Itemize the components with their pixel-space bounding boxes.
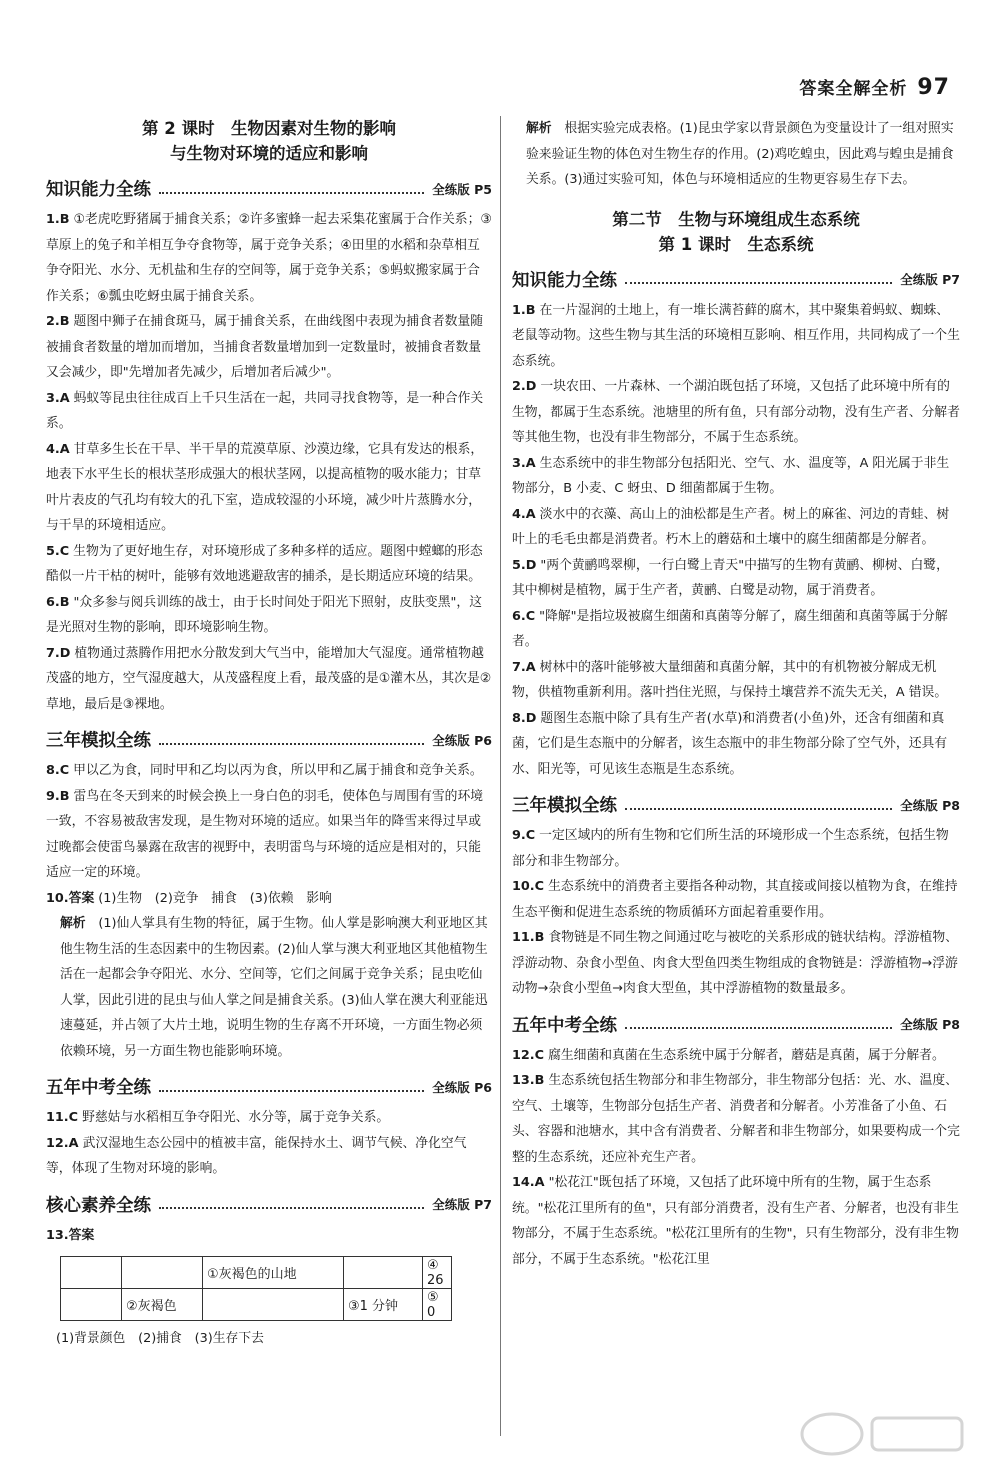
table-row [61,1257,452,1289]
page-number: 97 [917,75,950,100]
analysis-text: 根据实验完成表格。(1)昆虫学家以背景颜色为变量设计了一组对照实验来验证生物的体色对生物生存的作用。(2)鸡吃蝗虫，因此鸡与蝗虫是捕食关系。(3)通过实验可知，体色与环境相适应的生物更容易生存下去。 [526,121,954,187]
answer-item [46,1131,492,1182]
answer-item [46,758,492,784]
section-ref: 全练版 P8 [900,1017,960,1032]
answer-item [512,823,960,874]
item-number: 12.C [512,1047,545,1063]
table-footer: (1)背景颜色 (2)捕食 (3)生存下去 [56,1331,264,1346]
item-text: 雷鸟在冬天到来的时候会换上一身白色的羽毛，使体色与周围有雪的环境一致，不容易被敌害发现，是生物对环境的适应。如果当年的降雪来得过早或过晚都会使雷鸟暴露在敌害的视野中，表明雷鸟与环境的适应是相对的，只能适应一定的环境。 [46,788,484,880]
item-number: 6.B [46,594,70,610]
answer-item [46,1105,492,1131]
item-text: "松花江"既包括了环境，又包括了此环境中所有的生物，属于生态系统。"松花江里所有的鱼"，只有部分消费者，没有生产者、分解者，也没有非生物部分，不属于生态系统。"松花江里所有的生物"，只有生物部分，没有非生物部分，不属于生态系统。"松花江里 [512,1175,959,1267]
dotted-leader [159,743,424,745]
item-text: 甘草多生长在干旱、半干旱的荒漠草原、沙漠边缘，它具有发达的根系，地表下水平生长的根状茎形成强大的根状茎网，以提高植物的吸水能力；甘草叶片表皮的气孔均有较大的孔下室，造成较湿的小环境，减少叶片蒸腾水分，与干旱的环境相适应。 [46,441,484,533]
section-name: 五年中考全练 [46,1078,151,1098]
section-header [46,1074,492,1099]
item-text: 一定区域内的所有生物和它们所生活的环境形成一个生态系统，包括生物部分和非生物部分。 [512,828,949,869]
table-cell [61,1257,122,1289]
item-text: 甲以乙为食，同时甲和乙均以丙为食，所以甲和乙属于捕食和竞争关系。 [73,763,483,778]
item-number: 11.B [512,930,545,945]
dotted-leader [625,1027,892,1029]
left-column [46,116,492,1351]
answer-item [46,207,492,309]
section-name: 三年模拟全练 [46,731,151,751]
section-ref: 全练版 P5 [432,181,492,197]
section-name: 知识能力全练 [512,270,617,291]
item-number: 8.C [46,763,70,778]
item-number: 11.C [46,1110,79,1125]
item-text: 一块农田、一片森林、一个湖泊既包括了环境，又包括了此环境中所有的生物，都属于生态系统。池塘里的所有鱼，只有部分动物，没有生产者、分解者等其他生物，也没有非生物部分，不属于生态系统。 [512,379,960,445]
section-header [512,792,960,817]
table-cell: ③1 分钟 [344,1289,423,1321]
lesson-title-1: 第 2 课时 生物因素对生物的影响 [142,119,396,138]
item-text: 生态系统中的非生物部分包括阳光、空气、水、温度等，A 阳光属于非生物部分，B 小麦、C 蚜虫、D 细菌都属于生物。 [512,455,950,496]
table-row [61,1289,452,1321]
page-header [799,74,950,100]
header-title: 答案全解全析 [799,79,908,99]
answer-item [512,925,960,1002]
answer-item [46,641,492,718]
table-cell: ④ 26 [423,1257,452,1289]
item-number: 14.A [512,1175,545,1190]
section-ref: 全练版 P8 [900,797,960,813]
right-column [512,116,960,1272]
section-name: 知识能力全练 [46,180,151,200]
item-number: 4.A [512,506,536,522]
answer-item [46,437,492,539]
item-number: 3.A [512,455,536,471]
item-number: 12.A [46,1135,79,1151]
answer-item [46,886,492,912]
answer-item [512,604,960,655]
section-ref: 全练版 P7 [432,1197,492,1212]
dotted-leader [159,1207,424,1209]
answer-item [46,309,492,386]
analysis-block [512,116,960,193]
watermark-graphic [792,1406,972,1466]
answer-item [46,1223,492,1249]
item-text: 植物通过蒸腾作用把水分散发到大气当中，能增加大气湿度。通常植物越茂盛的地方，空气湿度越大，从茂盛程度上看，最茂盛的是①灌木丛，其次是②草地，最后是③裸地。 [46,645,492,712]
section-ref: 全练版 P6 [432,732,492,748]
answer-item [512,655,960,706]
item-text: 题图生态瓶中除了具有生产者(水草)和消费者(小鱼)外，还含有细菌和真菌，它们是生态瓶中的分解者，该生态瓶中的非生物部分除了空气外，还具有水、阳光等，可见该生态瓶是生态系统。 [512,710,948,777]
analysis-text: (1)仙人掌具有生物的特征，属于生物。仙人掌是影响澳大利亚地区其他生物生活的生态因素中的生物因素。(2)仙人掌与澳大利亚地区其他植物生活在一起都会争夺阳光、水分、空间等，它们之间属于竞争关系；昆虫吃仙人掌，因此引进的昆虫与仙人掌之间是捕食关系。(3)仙人掌在澳大利亚能迅速蔓延，并占领了大片土地，说明生物的生存离不开环境，一方面生物必须依赖环境，另一方面生物也能影响环境。 [60,916,488,1059]
answer-item [512,502,960,553]
table-cell [61,1289,122,1321]
section-name: 核心素养全练 [46,1195,151,1216]
lesson-title-2: 与生物对环境的适应和影响 [170,144,368,163]
item-number: 5.D [512,557,537,573]
answer-item [512,1068,960,1170]
item-number: 13.答案 [46,1227,95,1243]
lesson-title: 第 1 课时 生态系统 [658,234,814,254]
table-cell: ②灰褐色 [122,1289,203,1321]
dotted-leader [625,808,892,810]
item-number: 10.C [512,879,545,894]
item-number: 7.A [512,659,536,675]
item-text: 食物链是不同生物之间通过吃与被吃的关系形成的链状结构。浮游植物、浮游动物、杂食小型鱼、肉食大型鱼四类生物组成的食物链是：浮游植物→浮游动物→杂食小型鱼→肉食大型鱼，其中浮游植物的数量最多。 [512,930,958,996]
section-header [46,1192,492,1217]
answer-item [512,451,960,502]
dotted-leader [625,282,892,284]
item-number: 1.B [46,212,70,227]
answer-item [512,553,960,604]
item-number: 8.D [512,710,537,726]
column-divider [500,116,501,1436]
answer-item [512,1043,960,1069]
table-cell [203,1289,344,1321]
answer-item [46,590,492,641]
item-text: 野慈姑与水稻相互争夺阳光、水分等，属于竞争关系。 [82,1110,390,1125]
section-header [46,176,492,201]
item-text: "众多参与阅兵训练的战士，由于长时间处于阳光下照射，皮肤变黑"，这是光照对生物的影响，即环境影响生物。 [46,594,483,635]
item-number: 3.A [46,390,70,406]
item-text: ①老虎吃野猪属于捕食关系；②许多蜜蜂一起去采集花蜜属于合作关系；③草原上的兔子和羊相互争夺食物等，属于竞争关系；④田里的水稻和杂草相互争夺阳光、水分、无机盐和生存的空间等，属于竞争关系；⑤蚂蚁搬家属于合作关系；⑥瓢虫吃蚜虫属于捕食关系。 [46,212,492,304]
item-text: 武汉湿地生态公园中的植被丰富，能保持水土、调节气候、净化空气等，体现了生物对环境的影响。 [46,1135,467,1176]
answer-item [512,1170,960,1272]
answer-item [46,784,492,886]
analysis-label: 解析 [60,916,86,931]
item-number: 7.D [46,645,71,661]
item-number: 13.B [512,1073,545,1088]
section-header [512,267,960,292]
item-text: 淡水中的衣藻、高山上的油松都是生产者。树上的麻雀、河边的青蛙、树叶上的毛毛虫都是消费者。朽木上的蘑菇和土壤中的腐生细菌都是分解者。 [512,506,950,547]
item-number: 2.D [512,379,537,394]
table-cell: ①灰褐色的山地 [203,1257,344,1289]
answer-item [512,374,960,451]
section-header [46,727,492,752]
section-ref: 全练版 P6 [432,1079,492,1095]
table-cell [122,1257,203,1289]
section-name: 三年模拟全练 [512,796,617,816]
answer-item [512,298,960,375]
item-number: 9.B [46,788,70,804]
answer-item [46,539,492,590]
item-number: 2.B [46,314,70,329]
answer-item [512,706,960,783]
chapter-title: 第二节 生物与环境组成生态系统 [612,209,860,229]
table-cell: ⑤ 0 [423,1289,452,1321]
dotted-leader [159,1090,424,1092]
item-text: 题图中狮子在捕食斑马，属于捕食关系，在曲线图中表现为捕食者数量随被捕食者数量的增加而增加，当捕食者数量增加到一定数量时，被捕食者数量又会减少，即"先增加者先减少，后增加者后减少"。 [46,314,484,380]
item-text: "降解"是指垃圾被腐生细菌和真菌等分解了，腐生细菌和真菌等属于分解者。 [512,608,948,649]
item-text: 蚂蚁等昆虫往往成百上千只生活在一起，共同寻找食物等，是一种合作关系。 [46,390,484,431]
item-text: "两个黄鹂鸣翠柳，一行白鹭上青天"中描写的生物有黄鹂、柳树、白鹭，其中柳树是植物，属于生产者，黄鹂、白鹭是动物，属于消费者。 [512,557,949,598]
item-answer: (1)生物 (2)竞争 捕食 (3)依赖 影响 [98,890,332,906]
watermark-logo [792,1406,972,1466]
item-number: 9.C [512,828,536,843]
item-number: 10.答案 [46,890,95,906]
item-text: 树林中的落叶能够被大量细菌和真菌分解，其中的有机物被分解成无机物，供植物重新利用。落叶挡住光照，与保持土壤营养不流失无关，A 错误。 [512,659,948,700]
item-text: 生物为了更好地生存，对环境形成了多种多样的适应。题图中螳螂的形态酷似一片干枯的树叶，能够有效地逃避敌害的捕杀，是长期适应环境的结果。 [46,543,483,584]
answer-item [46,386,492,437]
table-cell [344,1257,423,1289]
item-text: 生态系统包括生物部分和非生物部分，非生物部分包括：光、水、温度、空气、土壤等，生物部分包括生产者、消费者和分解者。小芳准备了小鱼、石头、容器和池塘水，其中含有消费者、分解者和非生物部分，如果要构成一个完整的生态系统，还应补充生产者。 [512,1073,960,1165]
item-text: 生态系统中的消费者主要指各种动物，其直接或间接以植物为食，在维持生态平衡和促进生态系统的物质循环方面起着重要作用。 [512,879,958,920]
dotted-leader [159,192,424,194]
section-header [512,1012,960,1037]
item-text: 在一片湿润的土地上，有一堆长满苔藓的腐木，其中聚集着蚂蚁、蜘蛛、老鼠等动物。这些生物与其生活的环境相互影响、相互作用，共同构成了一个生态系统。 [512,302,960,369]
item-text: 腐生细菌和真菌在生态系统中属于分解者，蘑菇是真菌，属于分解者。 [548,1047,945,1063]
item-number: 6.C [512,608,536,624]
answer-table [60,1256,452,1321]
section-name: 五年中考全练 [512,1015,617,1036]
item-number: 5.C [46,543,70,559]
item-number: 4.A [46,441,70,457]
answer-item [512,874,960,925]
item-number: 1.B [512,302,536,318]
analysis-block [46,911,492,1064]
section-ref: 全练版 P7 [900,272,960,287]
analysis-label: 解析 [526,121,552,136]
